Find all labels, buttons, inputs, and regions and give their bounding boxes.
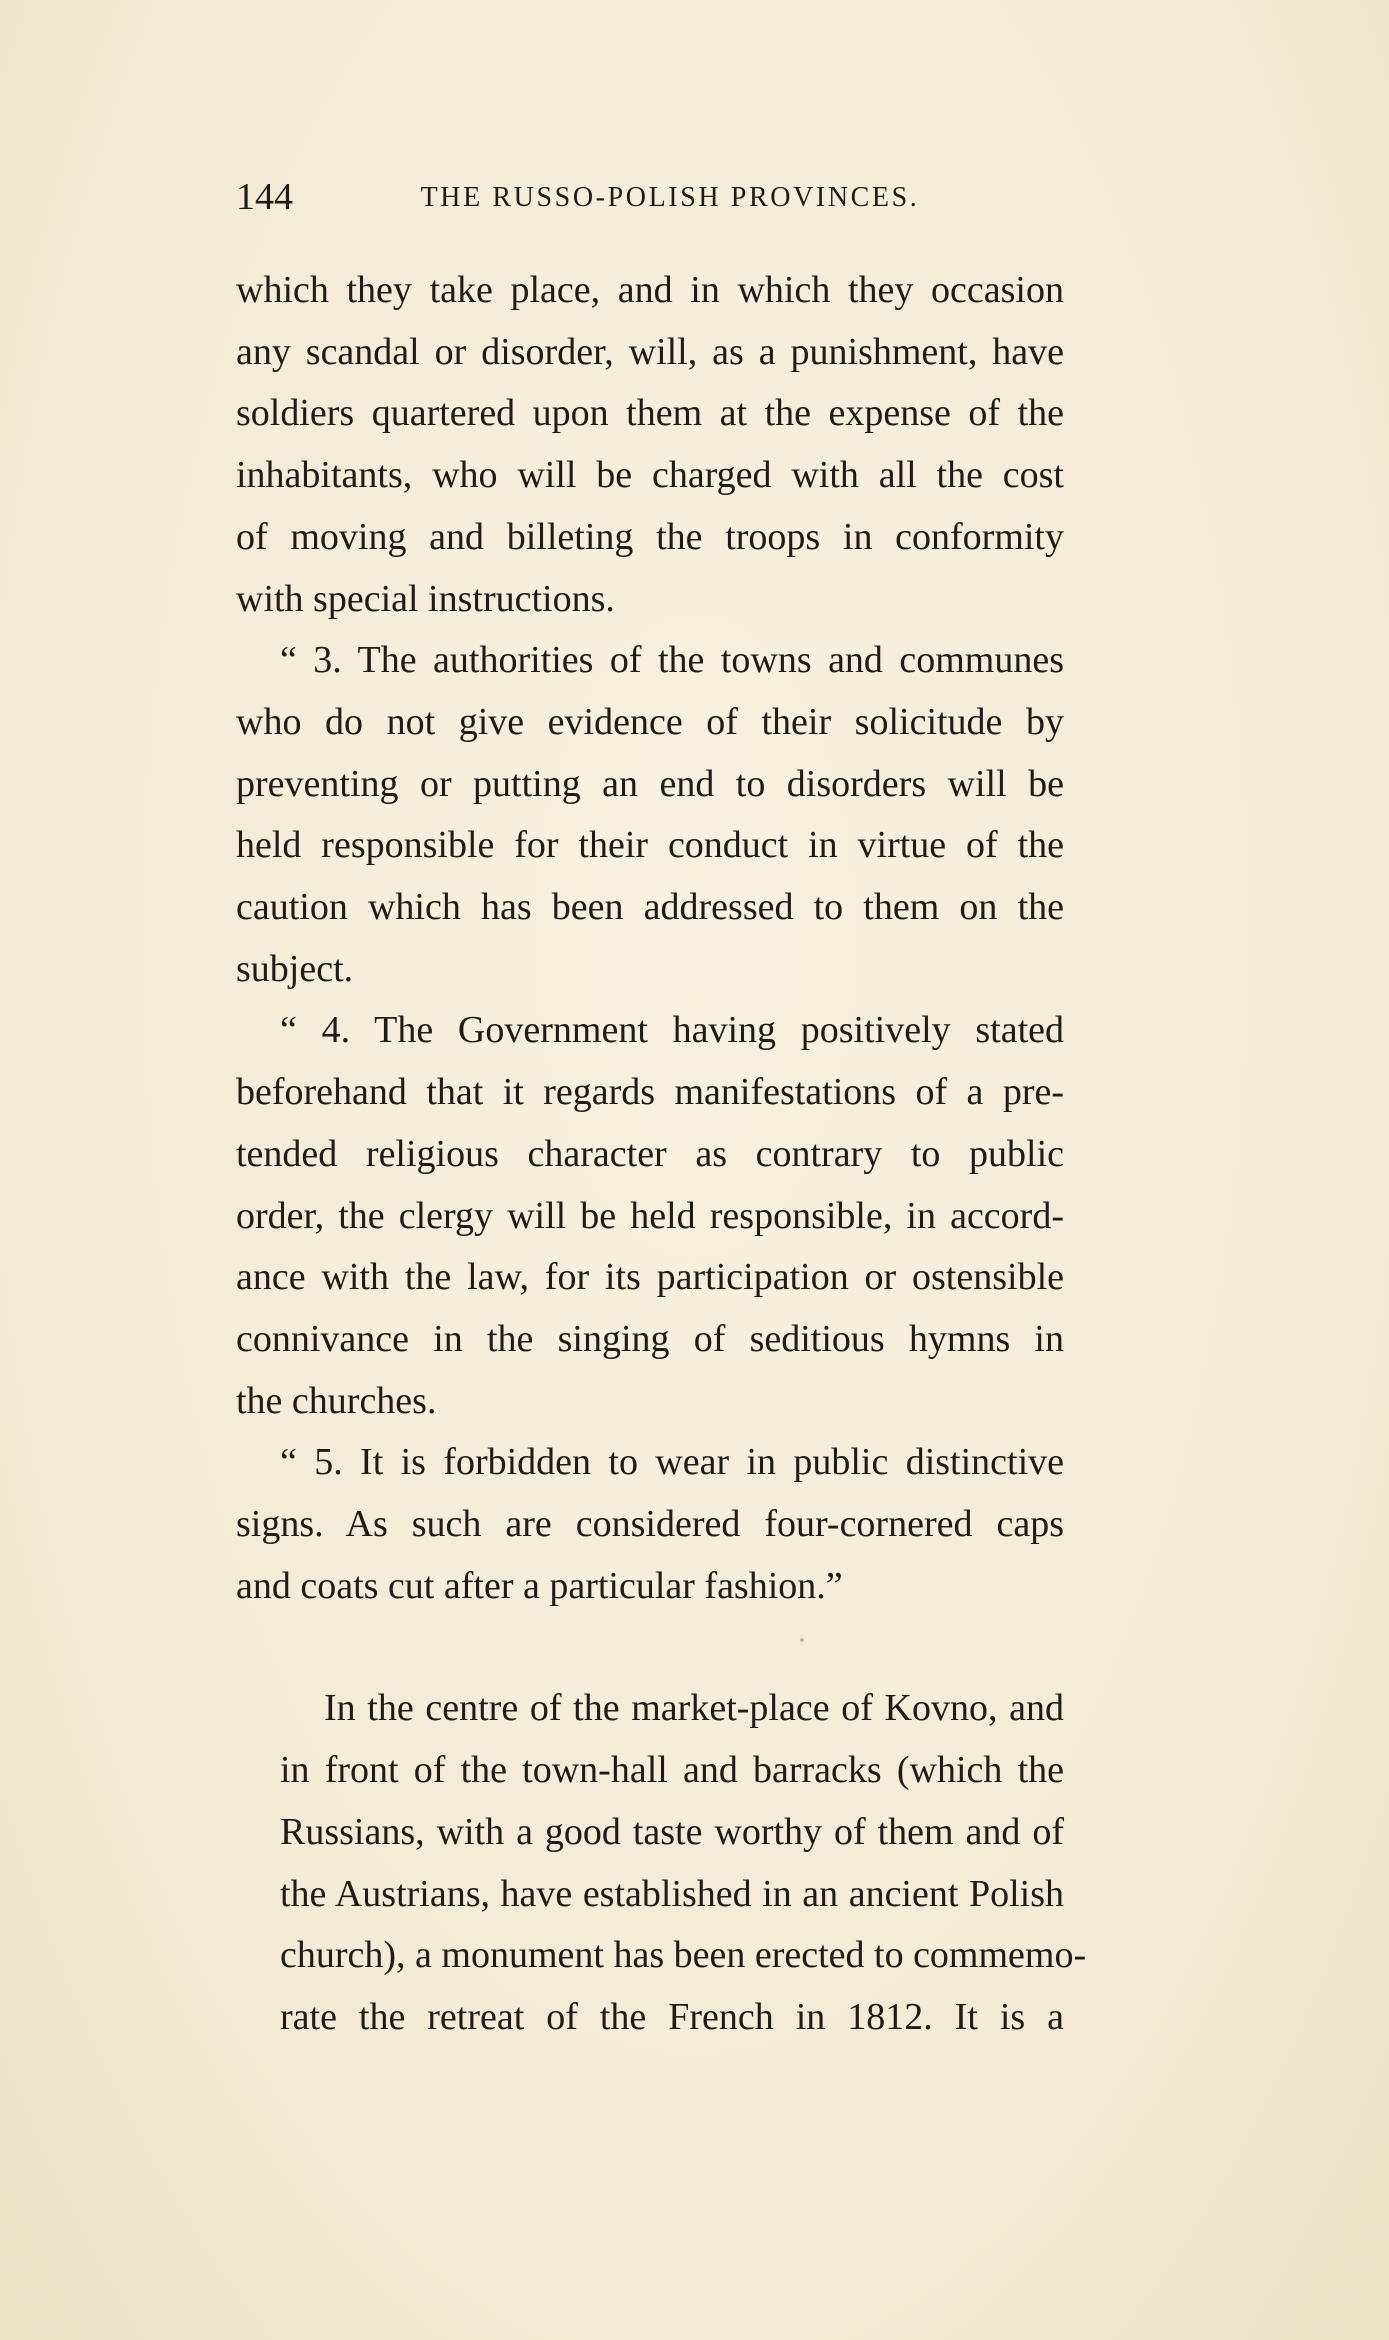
text-line: rate the retreat of the French in 1812. It is a (280, 1995, 1064, 2038)
text-line: held responsible for their conduct in virtue of the (236, 824, 1064, 867)
paragraph-article-4 (236, 1000, 1064, 1432)
page-header (236, 172, 1064, 232)
paragraph-article-5 (236, 1432, 1064, 1617)
text-line: the churches. (236, 1379, 437, 1422)
text-line: inhabitants, who will be charged with all the cost (236, 454, 1064, 497)
text-line: any scandal or disorder, will, as a punishment, have (236, 330, 1064, 373)
text-line: In the centre of the market-place of Kovno, and (324, 1687, 1064, 1730)
text-line: beforehand that it regards manifestations of a pre- (236, 1071, 1064, 1114)
paragraph-kovno (236, 1678, 1087, 2048)
text-line: “ 4. The Government having positively stated (280, 1009, 1064, 1052)
text-line: with special instructions. (236, 577, 615, 620)
text-line: in front of the town-hall and barracks (which the (280, 1749, 1064, 1792)
text-line: ance with the law, for its participation or ostensible (236, 1256, 1064, 1299)
page-number: 144 (236, 176, 293, 218)
text-line: Russians, with a good taste worthy of them and of (280, 1810, 1064, 1853)
text-line: who do not give evidence of their solicitude by (236, 700, 1064, 743)
paper-speck (800, 1638, 804, 1642)
text-line: preventing or putting an end to disorders will be (236, 762, 1064, 805)
text-line: caution which has been addressed to them on the (236, 886, 1064, 929)
text-line: and coats cut after a particular fashion.” (236, 1564, 843, 1607)
text-line: soldiers quartered upon them at the expense of the (236, 392, 1064, 435)
text-line: tended religious character as contrary to public (236, 1132, 1064, 1175)
text-line: “ 5. It is forbidden to wear in public distinctive (280, 1441, 1064, 1484)
paragraph-article-3 (236, 630, 1064, 1000)
text-line: of moving and billeting the troops in conformity (236, 515, 1064, 558)
text-line: church), a monument has been erected to commemo- (280, 1934, 1087, 1977)
text-line: “ 3. The authorities of the towns and communes (280, 639, 1064, 682)
text-line: signs. As such are considered four-cornered caps (236, 1503, 1064, 1546)
text-line: order, the clergy will be held responsible, in accord- (236, 1194, 1064, 1237)
paragraph-continued (236, 260, 1064, 630)
body-text (236, 260, 1087, 2049)
text-line: subject. (236, 947, 354, 990)
running-title: THE RUSSO-POLISH PROVINCES. (420, 182, 920, 213)
text-line: which they take place, and in which they occasion (236, 269, 1064, 311)
text-line: the Austrians, have established in an ancient Polish (280, 1872, 1064, 1915)
text-line: connivance in the singing of seditious hymns in (236, 1317, 1064, 1360)
